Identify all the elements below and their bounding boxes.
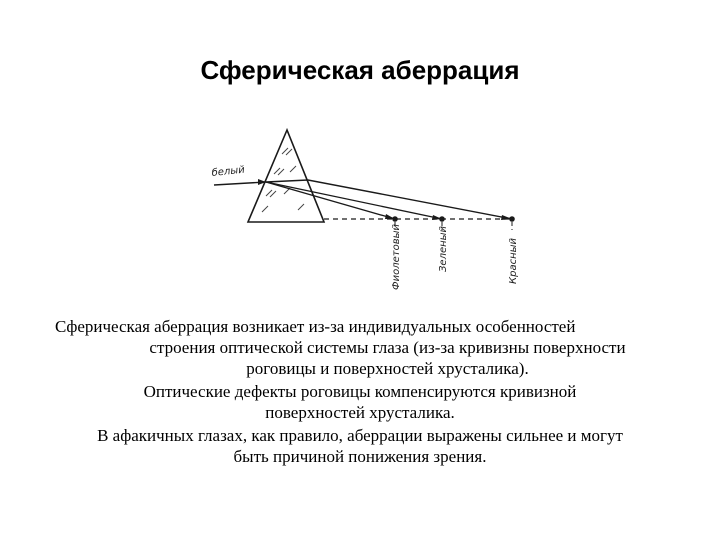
paragraph-3 <box>40 425 680 467</box>
red-focus-point <box>509 216 515 222</box>
paragraph-2-line-1: Оптические дефекты роговицы компенсируются кривизной <box>143 382 577 401</box>
focus-drop-lines <box>395 222 512 230</box>
prism-diagram <box>200 122 532 298</box>
red-ray <box>266 180 512 219</box>
paragraph-2-line-2: поверхностей хрусталика. <box>265 403 455 422</box>
slide-title: Сферическая аберрация <box>200 55 520 85</box>
prism-triangle <box>248 130 324 222</box>
violet-ray <box>266 182 395 219</box>
paragraph-3-line-1: В афакичных глазах, как правило, аберрации выражены сильнее и могут <box>97 426 623 445</box>
paragraph-1-line-1: Сферическая аберрация возникает из-за индивидуальных особенностей <box>55 317 576 336</box>
green-focus-point <box>439 216 445 222</box>
paragraph-1-line-3: роговицы и поверхностей хрусталика). <box>246 359 529 378</box>
paragraph-2 <box>40 381 680 423</box>
body-text <box>40 316 680 469</box>
white-label: белый <box>211 164 246 179</box>
paragraph-1-line-2: строения оптической системы глаза (из-за кривизны поверхности <box>149 338 626 357</box>
violet-label: Фиолетовый <box>391 223 402 290</box>
paragraph-1 <box>40 316 680 379</box>
red-label: Красный <box>508 237 519 284</box>
paragraph-3-line-2: быть причиной понижения зрения. <box>233 447 487 466</box>
green-label: Зеленый <box>438 225 449 272</box>
violet-focus-point <box>392 216 398 222</box>
prism-dispersion-figure <box>200 122 532 298</box>
